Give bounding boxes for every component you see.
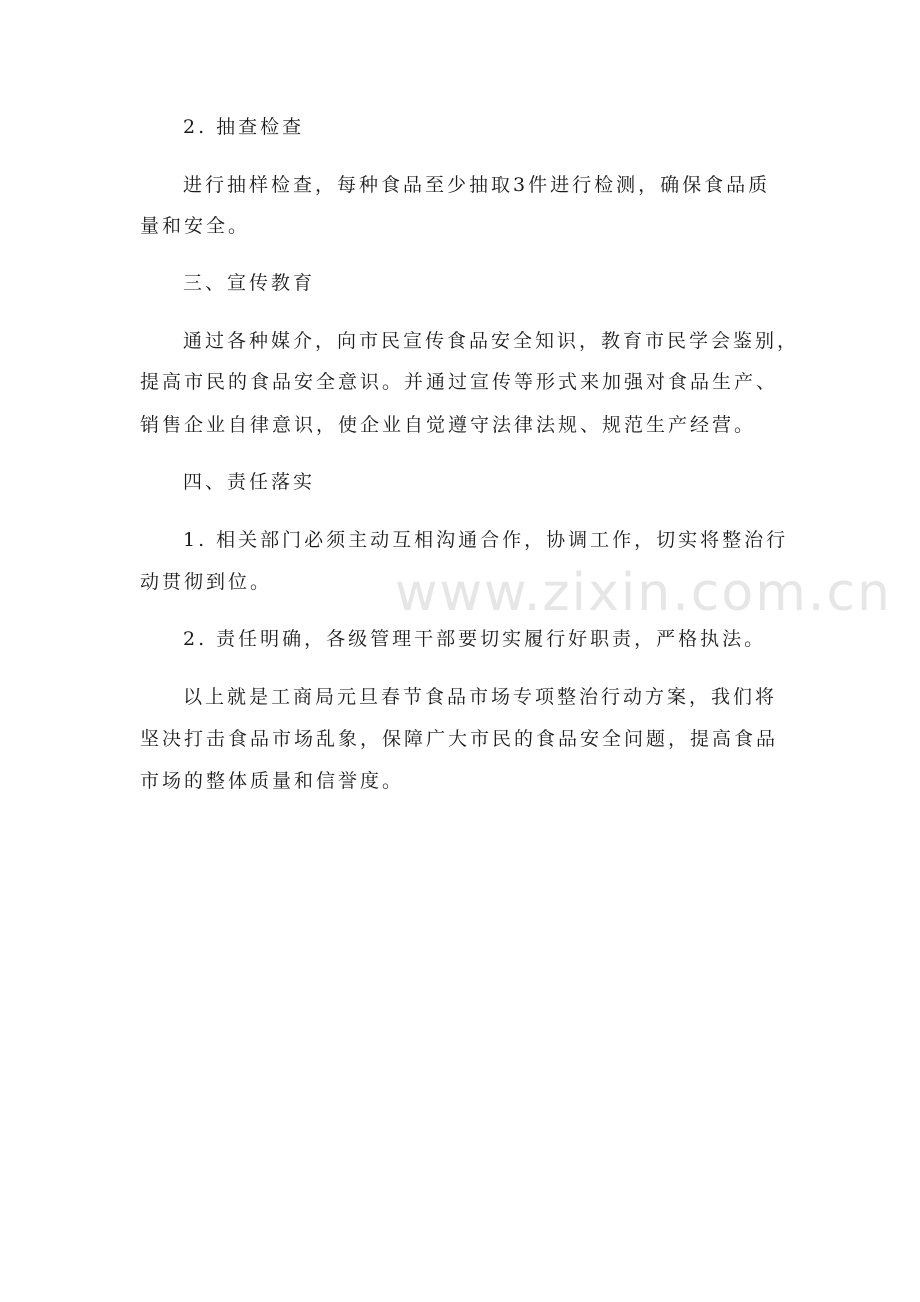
paragraph-line: 销售企业自律意识，使企业自觉遵守法律法规、规范生产经营。: [140, 414, 757, 436]
section-heading-spot-check: 2. 抽查检查: [183, 116, 305, 138]
paragraph-line: 以上就是工商局元旦春节食品市场专项整治行动方案，我们将: [183, 686, 778, 708]
list-item-line: 1. 相关部门必须主动互相沟通合作，协调工作，切实将整治行: [183, 529, 789, 551]
paragraph-line: 量和安全。: [140, 215, 251, 237]
paragraph-line: 通过各种媒介，向市民宣传食品安全知识，教育市民学会鉴别，: [183, 330, 800, 352]
paragraph-line: 坚决打击食品市场乱象，保障广大市民的食品安全问题，提高食品: [140, 728, 779, 750]
section-heading-publicity: 三、宣传教育: [183, 272, 316, 294]
list-item-line: 动贯彻到位。: [140, 571, 273, 593]
section-heading-responsibility: 四、责任落实: [183, 471, 316, 493]
list-item-line: 2. 责任明确，各级管理干部要切实履行好职责，严格执法。: [183, 628, 767, 650]
paragraph-line: 进行抽样检查，每种食品至少抽取3件进行检测，确保食品质: [183, 174, 771, 196]
paragraph-line: 市场的整体质量和信誉度。: [140, 770, 405, 792]
watermark: www.zixin.com.cn: [395, 563, 892, 623]
paragraph-line: 提高市民的食品安全意识。并通过宣传等形式来加强对食品生产、: [140, 371, 779, 393]
